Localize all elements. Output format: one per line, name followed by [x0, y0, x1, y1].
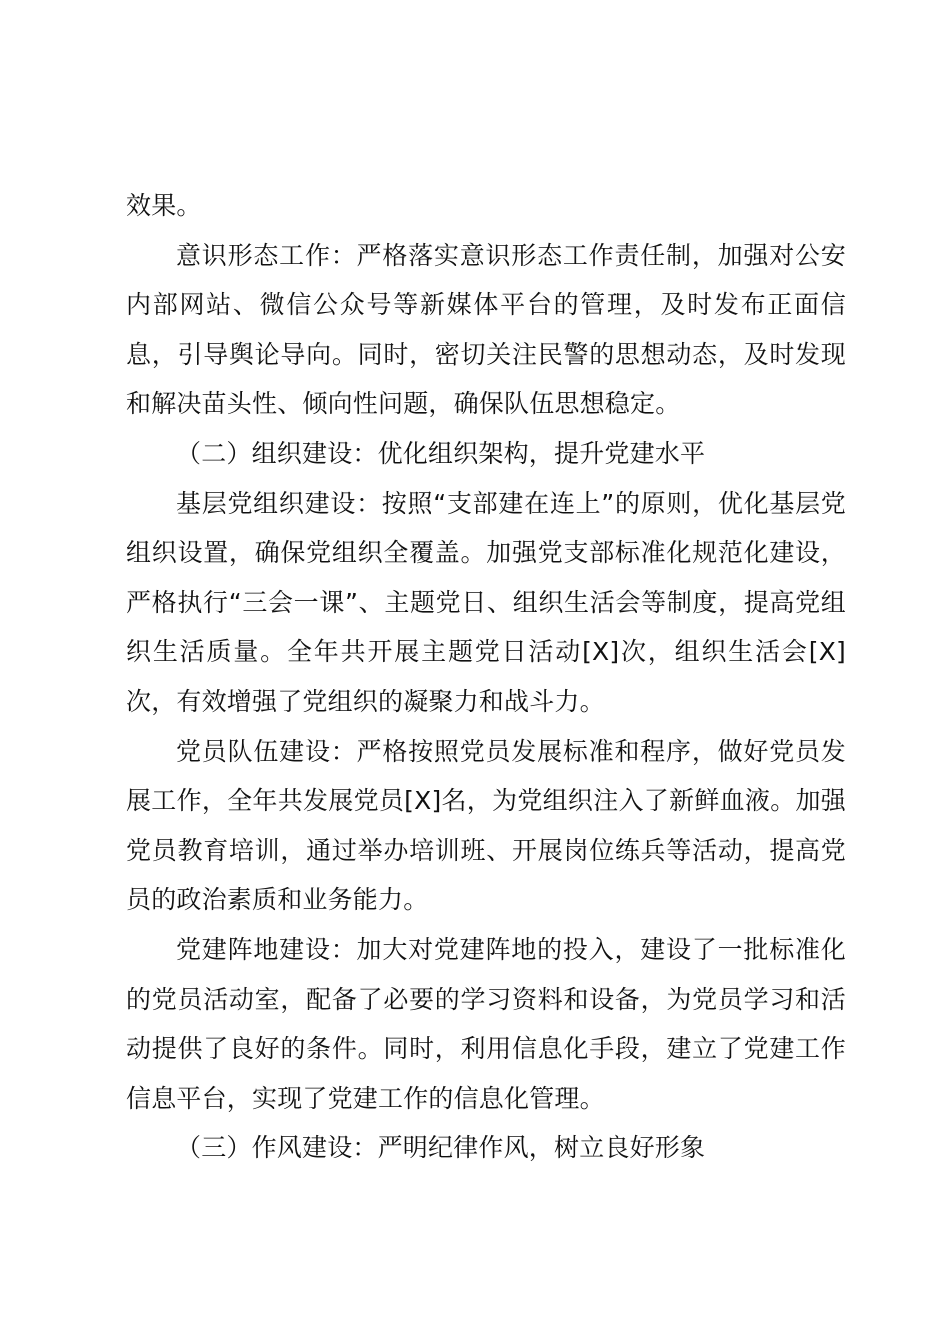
section-heading-work-style: （三）作风建设：严明纪律作风，树立良好形象	[176, 1133, 706, 1163]
document-body	[126, 181, 846, 1173]
section-heading-organization: （二）组织建设：优化组织架构，提升党建水平	[176, 438, 706, 468]
paragraph-party-position-building: 党建阵地建设：加大对党建阵地的投入，建设了一批标准化的党员活动室，配备了必要的学习资料和设备，为党员学习和活动提供了良好的条件。同时，利用信息化手段，建立了党建工作信息平台，实现了党建工作的信息化管理。	[126, 934, 846, 1113]
paragraph-continuation: 效果。	[126, 191, 202, 220]
paragraph-party-member-team: 党员队伍建设：严格按照党员发展标准和程序，做好党员发展工作，全年共发展党员[X]名，为党组织注入了新鲜血液。加强党员教育培训，通过举办培训班、开展岗位练兵等活动，提高党员的政治素质和业务能力。	[126, 736, 846, 915]
paragraph-grassroots-party-organization: 基层党组织建设：按照“支部建在连上”的原则，优化基层党组织设置，确保党组织全覆盖。加强党支部标准化规范化建设，严格执行“三会一课”、主题党日、组织生活会等制度，提高党组织生活质量。全年共开展主题党日活动[X]次，组织生活会[X]次，有效增强了党组织的凝聚力和战斗力。	[126, 488, 846, 716]
paragraph-ideology-work: 意识形态工作：严格落实意识形态工作责任制，加强对公安内部网站、微信公众号等新媒体平台的管理，及时发布正面信息，引导舆论导向。同时，密切关注民警的思想动态，及时发现和解决苗头性、倾向性问题，确保队伍思想稳定。	[126, 240, 846, 419]
